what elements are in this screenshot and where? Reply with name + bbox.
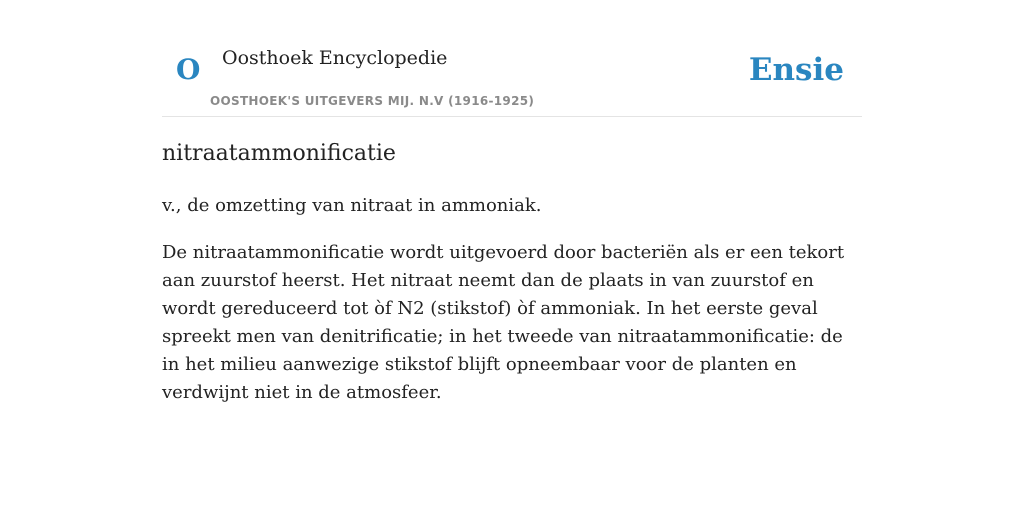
ensie-brand-link[interactable]: Ensie [748, 52, 844, 88]
entry-definition: v., de omzetting van nitraat in ammoniak. [162, 195, 542, 216]
logo-icon[interactable]: O [176, 53, 201, 86]
publisher-subtitle: OOSTHOEK'S UITGEVERS MIJ. N.V (1916-1925) [210, 94, 535, 108]
entry-body: De nitraatammonificatie wordt uitgevoerd door bacteriën als er een tekort aan zuurstof heerst. Het nitraat neemt dan de plaats in van zuurstof en wordt gereduceerd tot òf N2 (stikstof) òf ammoniak. In het eerste geval spreekt men van denitrificatie; in het tweede van nitraatammonificatie: de in het milieu aanwezige stikstof blijft opneembaar voor de planten en verdwijnt niet in de atmosfeer. [162, 242, 845, 403]
site-header [162, 0, 862, 117]
site-title[interactable]: Oosthoek Encyclopedie [222, 47, 448, 69]
entry-title: nitraatammonificatie [162, 141, 396, 166]
